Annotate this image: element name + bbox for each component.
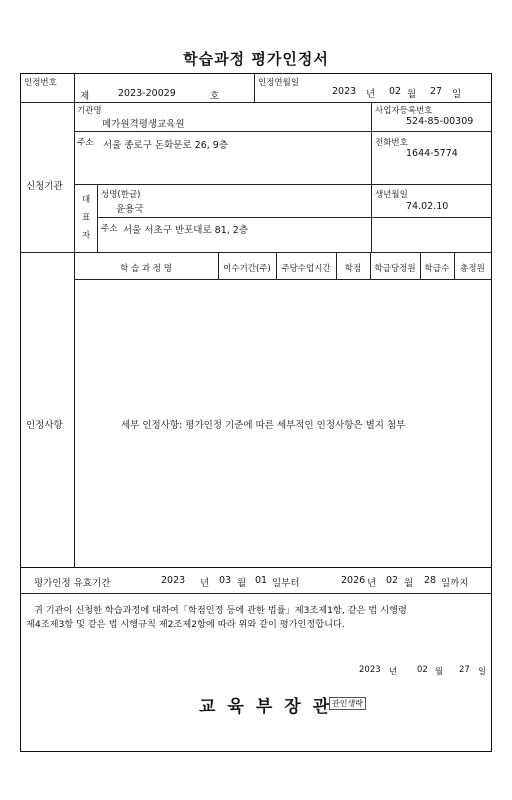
recognition-section-label: 인정사항: [26, 420, 63, 431]
issue-date-day: 27: [459, 665, 470, 675]
validity-label: 평가인정 유효기간: [34, 578, 111, 589]
rep-label-char: 자: [82, 231, 91, 241]
column-header-class-capacity: 학급당정원: [374, 264, 416, 274]
document-title: 학습과정 평가인정서: [183, 50, 329, 68]
column-header-duration: 이수기간(주): [223, 264, 271, 274]
cert-no-label: 인정번호: [24, 78, 57, 88]
validity-start-month: 03: [219, 575, 232, 586]
divider: [254, 73, 255, 103]
cert-date-year: 2023: [332, 86, 357, 97]
divider: [97, 217, 492, 218]
issue-date-day-unit: 일: [478, 667, 487, 677]
cert-date-day: 27: [430, 86, 443, 97]
frame-left: [20, 73, 21, 752]
phone: 1644-5774: [406, 148, 458, 159]
validity-end-day: 28: [424, 575, 437, 586]
org-name: 메가원격평생교육원: [102, 119, 185, 130]
biz-no: 524-85-00309: [406, 116, 474, 127]
issuing-authority: 교육부장관: [199, 697, 342, 717]
address-label: 주소: [77, 138, 94, 148]
cert-date-label: 인정연월일: [258, 78, 300, 88]
phone-label: 전화번호: [375, 138, 408, 148]
validity-start-year-unit: 년: [200, 578, 210, 589]
rep-address: 서울 서초구 반포대로 81, 2층: [123, 225, 249, 236]
cert-date-month: 02: [389, 86, 402, 97]
issue-date-year: 2023: [359, 665, 381, 675]
divider: [74, 73, 75, 103]
column-header-weekly-hours: 주당수업시간: [281, 264, 331, 274]
rep-label-char: 대: [82, 195, 91, 205]
org-address: 서울 종로구 돈화문로 26, 9층: [103, 140, 229, 151]
issue-date-month-unit: 월: [435, 667, 444, 677]
issue-date-month: 02: [417, 665, 428, 675]
seal-omitted-badge: 관인생략: [329, 697, 366, 710]
cert-no-prefix: 제: [80, 91, 90, 102]
validity-start-day: 01: [255, 575, 268, 586]
frame-right: [491, 73, 492, 752]
frame-bottom: [20, 751, 492, 752]
biz-no-label: 사업자등록번호: [375, 106, 433, 116]
column-header-class-count: 학급수: [424, 264, 450, 274]
applicant-section-label: 신청기관: [26, 181, 63, 192]
column-header-total-capacity: 총정원: [460, 264, 485, 274]
divider: [20, 593, 492, 594]
divider: [20, 102, 492, 103]
column-header-credits: 학점: [344, 264, 362, 274]
org-name-label: 기관명: [77, 106, 102, 116]
validity-end-year-unit: 년: [367, 578, 377, 589]
divider: [20, 567, 492, 568]
rep-name-label: 성명(한글): [101, 190, 141, 200]
divider: [74, 279, 492, 280]
rep-label-char: 표: [82, 213, 91, 223]
frame-top: [20, 73, 492, 74]
birth-label: 생년월일: [375, 190, 408, 200]
cert-no-suffix: 호: [210, 91, 220, 102]
cert-date-day-unit: 일: [452, 89, 462, 100]
divider: [74, 131, 492, 132]
recognition-detail-text: 세부 인정사항: 평가인정 기준에 따른 세부적인 인정사항은 별지 첨부: [121, 420, 406, 431]
cert-date-year-unit: 년: [366, 89, 376, 100]
divider: [371, 102, 372, 252]
statement-line-1: 귀 기관이 신청한 학습과정에 대하여「학점인정 등에 관한 법률」제3조제1항, 같은 법 시행령: [34, 605, 407, 616]
rep-name: 윤용국: [116, 204, 144, 215]
divider: [74, 102, 75, 567]
issue-date-year-unit: 년: [389, 667, 398, 677]
statement-line-2: 제4조제3항 및 같은 법 시행규칙 제2조제2항에 따라 위와 같이 평가인정합니다.: [26, 619, 345, 630]
divider: [20, 252, 492, 253]
divider: [74, 184, 492, 185]
birth: 74.02.10: [406, 201, 449, 212]
validity-end-month-unit: 월: [404, 578, 414, 589]
cert-no: 2023-20029: [118, 88, 176, 99]
column-header-course: 학 습 과 정 명: [120, 264, 172, 274]
validity-end-year: 2026: [341, 575, 366, 586]
rep-address-label: 주소: [101, 224, 118, 234]
validity-end-month: 02: [386, 575, 399, 586]
divider: [97, 184, 98, 252]
validity-start-year: 2023: [161, 575, 186, 586]
validity-start-day-unit: 일부터: [272, 578, 300, 589]
validity-start-month-unit: 월: [237, 578, 247, 589]
validity-end-day-unit: 일까지: [441, 578, 469, 589]
cert-date-month-unit: 월: [407, 89, 417, 100]
